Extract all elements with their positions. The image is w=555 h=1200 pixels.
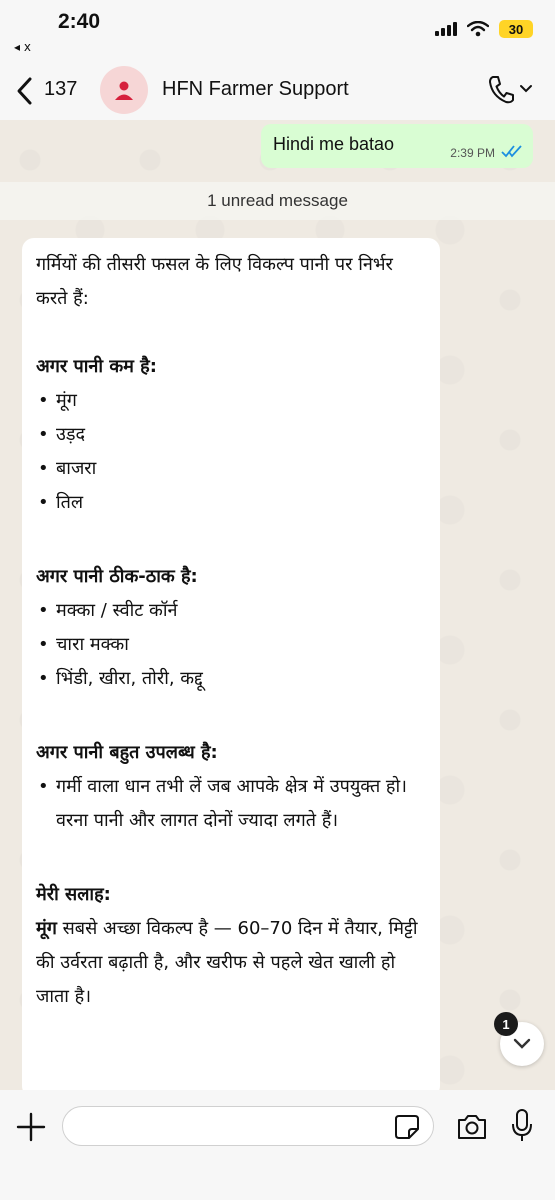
list-item: • गर्मी वाला धान तभी लें जब आपके क्षेत्र में उपयुक्त हो। वरना पानी और लागत दोनों ज्यादा लगते हैं। <box>36 770 426 838</box>
message-timestamp: 2:39 PM <box>450 146 495 160</box>
list-item: • बाजरा <box>36 452 426 486</box>
section-heading-medium-water: अगर पानी ठीक-ठाक है: <box>36 566 198 587</box>
input-bar <box>0 1090 555 1200</box>
microphone-icon[interactable] <box>510 1108 534 1144</box>
list-item: • भिंडी, खीरा, तोरी, कद्दू <box>36 662 426 696</box>
list-item: • मूंग <box>36 384 426 418</box>
chevron-down-icon <box>513 1038 531 1050</box>
message-input[interactable] <box>62 1106 434 1146</box>
message-intro: गर्मियों की तीसरी फसल के लिए विकल्प पानी पर निर्भर करते हैं: <box>36 254 393 309</box>
signal-icon <box>435 22 457 36</box>
list-item: • मक्का / स्वीट कॉर्न <box>36 594 426 628</box>
list-high-water <box>36 770 426 838</box>
advice-text <box>36 912 426 1014</box>
section-heading-low-water: अगर पानी कम है: <box>36 356 157 377</box>
chat-area[interactable] <box>0 120 555 1090</box>
advice-heading: मेरी सलाह: <box>36 884 111 905</box>
advice-bold-word: मूंग <box>36 918 57 939</box>
advice-body: सबसे अच्छा विकल्प है — 60–70 दिन में तैयार, मिट्टी की उर्वरता बढ़ाती है, और खरीफ से पहले खेत खाली हो जाता है। <box>36 918 418 1007</box>
list-medium-water <box>36 594 426 696</box>
camera-icon[interactable] <box>456 1112 488 1142</box>
back-chevron-icon[interactable] <box>14 76 36 106</box>
status-time: 2:40 <box>58 10 101 33</box>
double-tick-icon <box>501 144 523 158</box>
wifi-icon <box>467 21 489 37</box>
list-item: • उड़द <box>36 418 426 452</box>
sticker-icon[interactable] <box>394 1114 420 1140</box>
status-bar <box>0 0 555 62</box>
incoming-message[interactable] <box>22 238 440 1090</box>
contact-name[interactable]: HFN Farmer Support <box>162 78 349 100</box>
phone-icon <box>487 74 515 104</box>
back-unread-count[interactable]: 137 <box>44 78 78 100</box>
back-to-app-link[interactable]: ◂ x <box>14 40 31 54</box>
contact-avatar[interactable] <box>100 66 148 114</box>
outgoing-message[interactable] <box>261 124 533 168</box>
unread-count-badge: 1 <box>494 1012 518 1036</box>
unread-banner: 1 unread message <box>0 182 555 220</box>
list-low-water <box>36 384 426 520</box>
section-heading-high-water: अगर पानी बहुत उपलब्ध है: <box>36 742 218 763</box>
status-icons <box>435 20 533 38</box>
outgoing-message-text: Hindi me batao <box>273 134 395 154</box>
call-button[interactable] <box>487 74 533 104</box>
chevron-down-icon <box>519 84 533 94</box>
plus-icon[interactable] <box>16 1112 46 1142</box>
list-item: • तिल <box>36 486 426 520</box>
list-item: • चारा मक्का <box>36 628 426 662</box>
battery-icon: 30 <box>499 20 533 38</box>
chat-header <box>0 62 555 120</box>
person-icon <box>113 79 135 101</box>
